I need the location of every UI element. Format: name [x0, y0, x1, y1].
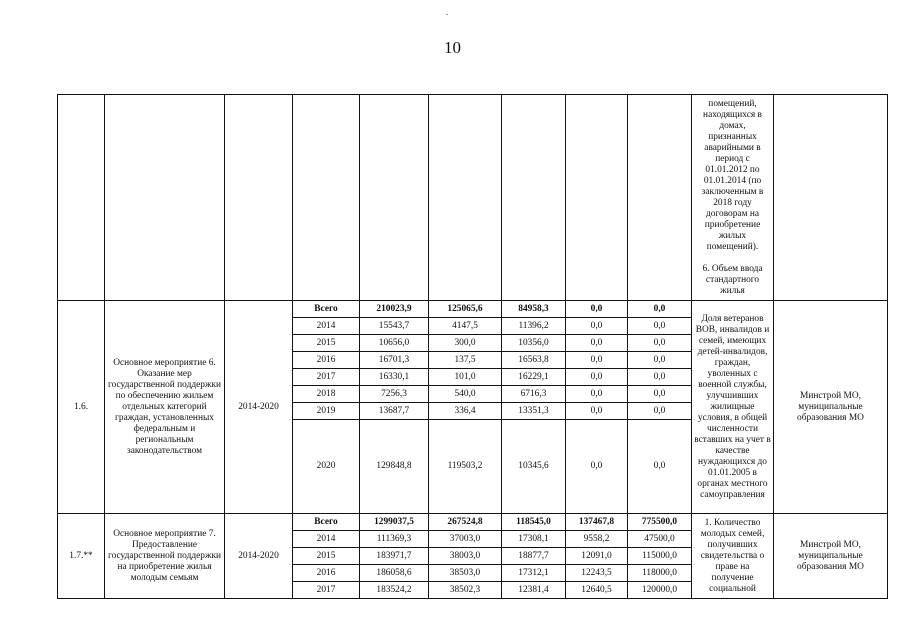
- funding-year: 2016: [293, 352, 360, 369]
- funding-col-2: 18877,7: [502, 548, 566, 565]
- funding-col-2: 84958,3: [502, 301, 566, 318]
- funding-col-1: 4147,5: [429, 318, 502, 335]
- continuation-row: [58, 95, 888, 301]
- funding-col-1: 101,0: [429, 369, 502, 386]
- funding-year: 2015: [293, 548, 360, 565]
- funding-col-3: 0,0: [566, 403, 628, 420]
- funding-total: 129848,8: [360, 420, 429, 514]
- funding-year: 2014: [293, 531, 360, 548]
- funding-total: 210023,9: [360, 301, 429, 318]
- funding-total: 10656,0: [360, 335, 429, 352]
- funding-col-1: 540,0: [429, 386, 502, 403]
- funding-col-3: 0,0: [566, 386, 628, 403]
- funding-col-3: 12640,5: [566, 582, 628, 599]
- funding-total: 183971,7: [360, 548, 429, 565]
- funding-col-4: 0,0: [628, 335, 692, 352]
- cell-empty: [774, 95, 888, 301]
- funding-total: 16701,3: [360, 352, 429, 369]
- table-body: [58, 95, 888, 599]
- funding-col-3: 0,0: [566, 335, 628, 352]
- funding-year: 2014: [293, 318, 360, 335]
- funding-total: 183524,2: [360, 582, 429, 599]
- cell-empty: [105, 95, 225, 301]
- funding-col-2: 10345,6: [502, 420, 566, 514]
- funding-col-2: 17308,1: [502, 531, 566, 548]
- measure-period: 2014-2020: [225, 301, 293, 514]
- executor: Минстрой МО, муниципальные образования МО: [774, 514, 888, 599]
- funding-col-1: 336,4: [429, 403, 502, 420]
- funding-col-4: 0,0: [628, 318, 692, 335]
- funding-col-2: 16229,1: [502, 369, 566, 386]
- funding-col-2: 6716,3: [502, 386, 566, 403]
- funding-year: 2018: [293, 386, 360, 403]
- funding-year: 2020: [293, 420, 360, 514]
- funding-col-4: 0,0: [628, 369, 692, 386]
- funding-total: 111369,3: [360, 531, 429, 548]
- funding-col-4: 0,0: [628, 352, 692, 369]
- funding-col-3: 137467,8: [566, 514, 628, 531]
- funding-col-3: 12091,0: [566, 548, 628, 565]
- continuation-indicator-text: помещений, находящихся в домах, признанных аварийными в период с 01.01.2012 по 01.01.2014 (по заключенным в 2018 году договорам на приобретение жилых помещений).: [701, 98, 764, 252]
- cell-empty: [502, 95, 566, 301]
- cell-empty: [628, 95, 692, 301]
- funding-year: Всего: [293, 514, 360, 531]
- measure-name: Основное мероприятие 7. Предоставление государственной поддержки на приобретение жилья молодым семьям: [105, 514, 225, 599]
- funding-total: 13687,7: [360, 403, 429, 420]
- executor: Минстрой МО, муниципальные образования МО: [774, 301, 888, 514]
- measure-period: 2014-2020: [225, 514, 293, 599]
- table-row: [58, 301, 888, 318]
- cell-empty: [429, 95, 502, 301]
- funding-col-4: 775500,0: [628, 514, 692, 531]
- cell-empty: [225, 95, 293, 301]
- funding-col-1: 38503,0: [429, 565, 502, 582]
- funding-col-1: 300,0: [429, 335, 502, 352]
- scan-speck: [446, 14, 448, 15]
- funding-total: 16330,1: [360, 369, 429, 386]
- cell-empty: [360, 95, 429, 301]
- funding-col-3: 0,0: [566, 369, 628, 386]
- funding-year: Всего: [293, 301, 360, 318]
- funding-col-4: 120000,0: [628, 582, 692, 599]
- funding-col-1: 38003,0: [429, 548, 502, 565]
- indicator-text: Доля ветеранов ВОВ, инвалидов и семей, имеющих детей-инвалидов, граждан, уволенных с военной службы, улучшивших жилищные условия, в общей численности вставших на учет в качестве нуждающихся до 01.01.2005 в органах местного самоуправления: [692, 301, 774, 514]
- funding-col-2: 16563,8: [502, 352, 566, 369]
- funding-col-3: 0,0: [566, 318, 628, 335]
- funding-col-4: 0,0: [628, 403, 692, 420]
- funding-col-4: 0,0: [628, 386, 692, 403]
- funding-col-1: 119503,2: [429, 420, 502, 514]
- funding-total: 15543,7: [360, 318, 429, 335]
- measure-name: Основное мероприятие 6. Оказание мер государственной поддержки по обеспечению жильем отдельных категорий граждан, установленных федеральным и региональным законодательством: [105, 301, 225, 514]
- cell-empty: [293, 95, 360, 301]
- funding-col-1: 38502,3: [429, 582, 502, 599]
- funding-col-4: 115000,0: [628, 548, 692, 565]
- funding-col-3: 9558,2: [566, 531, 628, 548]
- funding-col-3: 0,0: [566, 301, 628, 318]
- funding-col-2: 12381,4: [502, 582, 566, 599]
- funding-col-1: 267524,8: [429, 514, 502, 531]
- funding-col-4: 118000,0: [628, 565, 692, 582]
- cell-empty: [566, 95, 628, 301]
- funding-total: 7256,3: [360, 386, 429, 403]
- funding-col-1: 37003,0: [429, 531, 502, 548]
- continuation-indicator: [692, 95, 774, 301]
- funding-year: 2015: [293, 335, 360, 352]
- row-number: 1.7.**: [58, 514, 105, 599]
- funding-col-3: 0,0: [566, 420, 628, 514]
- funding-col-2: 11396,2: [502, 318, 566, 335]
- funding-col-4: 47500,0: [628, 531, 692, 548]
- funding-col-3: 0,0: [566, 352, 628, 369]
- funding-year: 2017: [293, 369, 360, 386]
- continuation-indicator-next: 6. Объем ввода стандартного жилья: [702, 263, 763, 296]
- funding-col-4: 0,0: [628, 301, 692, 318]
- table-row: [58, 514, 888, 531]
- funding-year: 2019: [293, 403, 360, 420]
- row-number: 1.6.: [58, 301, 105, 514]
- funding-total: 186058,6: [360, 565, 429, 582]
- funding-col-2: 17312,1: [502, 565, 566, 582]
- funding-year: 2016: [293, 565, 360, 582]
- funding-col-4: 0,0: [628, 420, 692, 514]
- funding-col-2: 118545,0: [502, 514, 566, 531]
- funding-col-1: 125065,6: [429, 301, 502, 318]
- indicator-text: 1. Количество молодых семей, получивших свидетельства о праве на получение социальной: [692, 514, 774, 599]
- funding-col-2: 13351,3: [502, 403, 566, 420]
- page-number: 10: [444, 38, 461, 57]
- funding-col-1: 137,5: [429, 352, 502, 369]
- program-table: [57, 94, 888, 599]
- funding-col-3: 12243,5: [566, 565, 628, 582]
- funding-total: 1299037,5: [360, 514, 429, 531]
- cell-empty: [58, 95, 105, 301]
- funding-col-2: 10356,0: [502, 335, 566, 352]
- funding-year: 2017: [293, 582, 360, 599]
